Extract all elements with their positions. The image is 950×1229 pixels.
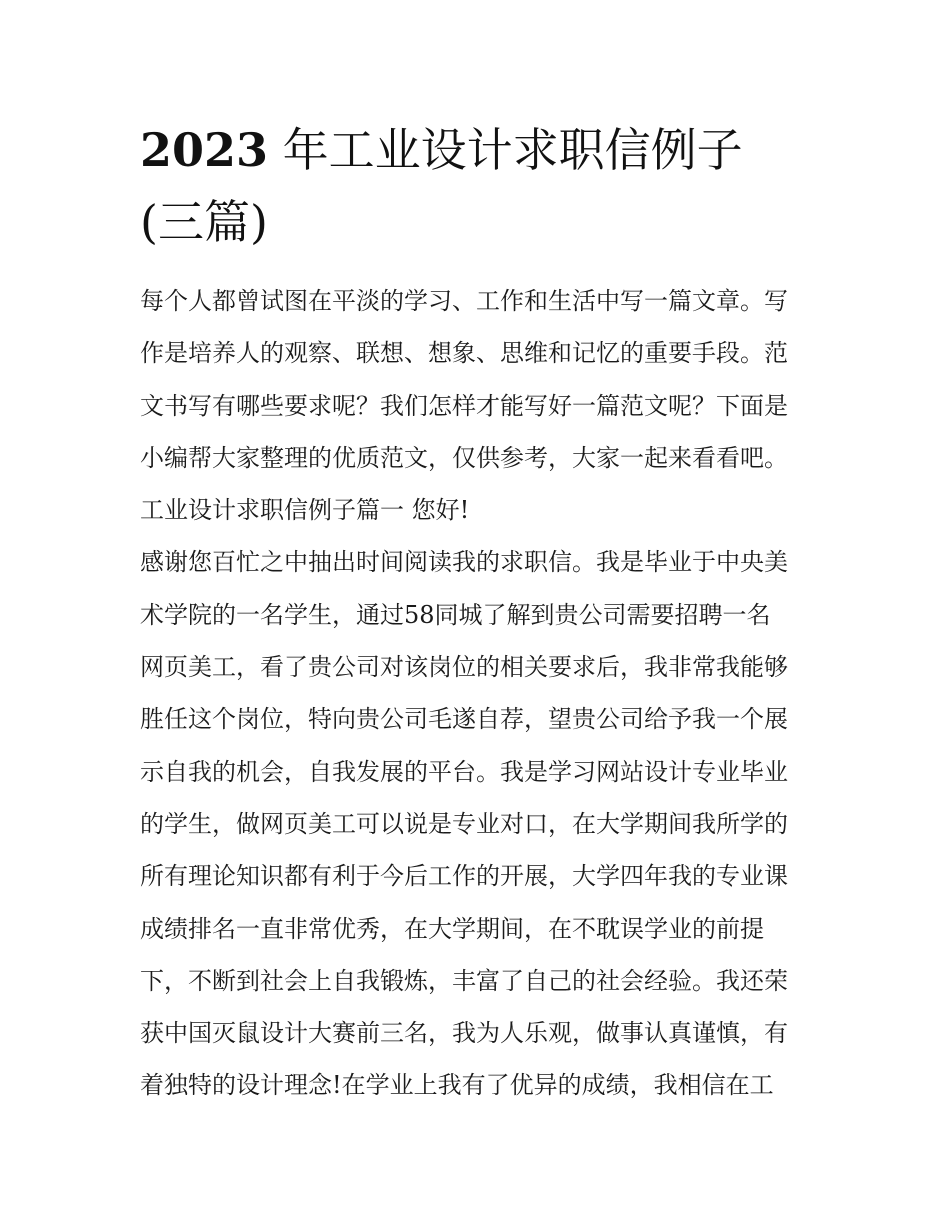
document-body xyxy=(140,278,830,1115)
title-subtitle: (三篇) xyxy=(140,195,268,249)
body-line: 作是培养人的观察、联想、想象、思维和记忆的重要手段。范 xyxy=(140,339,788,368)
body-line: 所有理论知识都有利于今后工作的开展，大学四年我的专业课 xyxy=(140,862,788,891)
body-line: 获中国灭鼠设计大赛前三名，我为人乐观，做事认真谨慎，有 xyxy=(140,1019,788,1048)
document-title xyxy=(140,114,820,258)
body-line: 胜任这个岗位，特向贵公司毛遂自荐，望贵公司给予我一个展 xyxy=(140,705,788,734)
body-line: 文书写有哪些要求呢？我们怎样才能写好一篇范文呢？下面是 xyxy=(140,391,788,420)
body-line: 小编帮大家整理的优质范文，仅供参考，大家一起来看看吧。 xyxy=(140,443,788,472)
body-line: 感谢您百忙之中抽出时间阅读我的求职信。我是毕业于中央美 xyxy=(140,548,788,577)
body-line: 每个人都曾试图在平淡的学习、工作和生活中写一篇文章。写 xyxy=(140,287,788,315)
title-year: 2023 xyxy=(140,123,269,177)
body-line: 下，不断到社会上自我锻炼，丰富了自己的社会经验。我还荣 xyxy=(140,966,788,995)
body-line: 示自我的机会，自我发展的平台。我是学习网站设计专业毕业 xyxy=(140,757,788,786)
body-line: 网页美工，看了贵公司对该岗位的相关要求后，我非常我能够 xyxy=(140,653,788,682)
body-line: 着独特的设计理念!在学业上我有了优异的成绩，我相信在工 xyxy=(140,1071,774,1100)
body-line: 的学生，做网页美工可以说是专业对口，在大学期间我所学的 xyxy=(140,809,788,838)
title-text: 年工业设计求职信例子 xyxy=(282,123,743,177)
body-line: 术学院的一名学生，通过58同城了解到贵公司需要招聘一名 xyxy=(140,600,771,629)
body-line: 成绩排名一直非常优秀，在大学期间，在不耽误学业的前提 xyxy=(140,914,764,943)
body-line: 工业设计求职信例子篇一 您好! xyxy=(140,496,470,525)
